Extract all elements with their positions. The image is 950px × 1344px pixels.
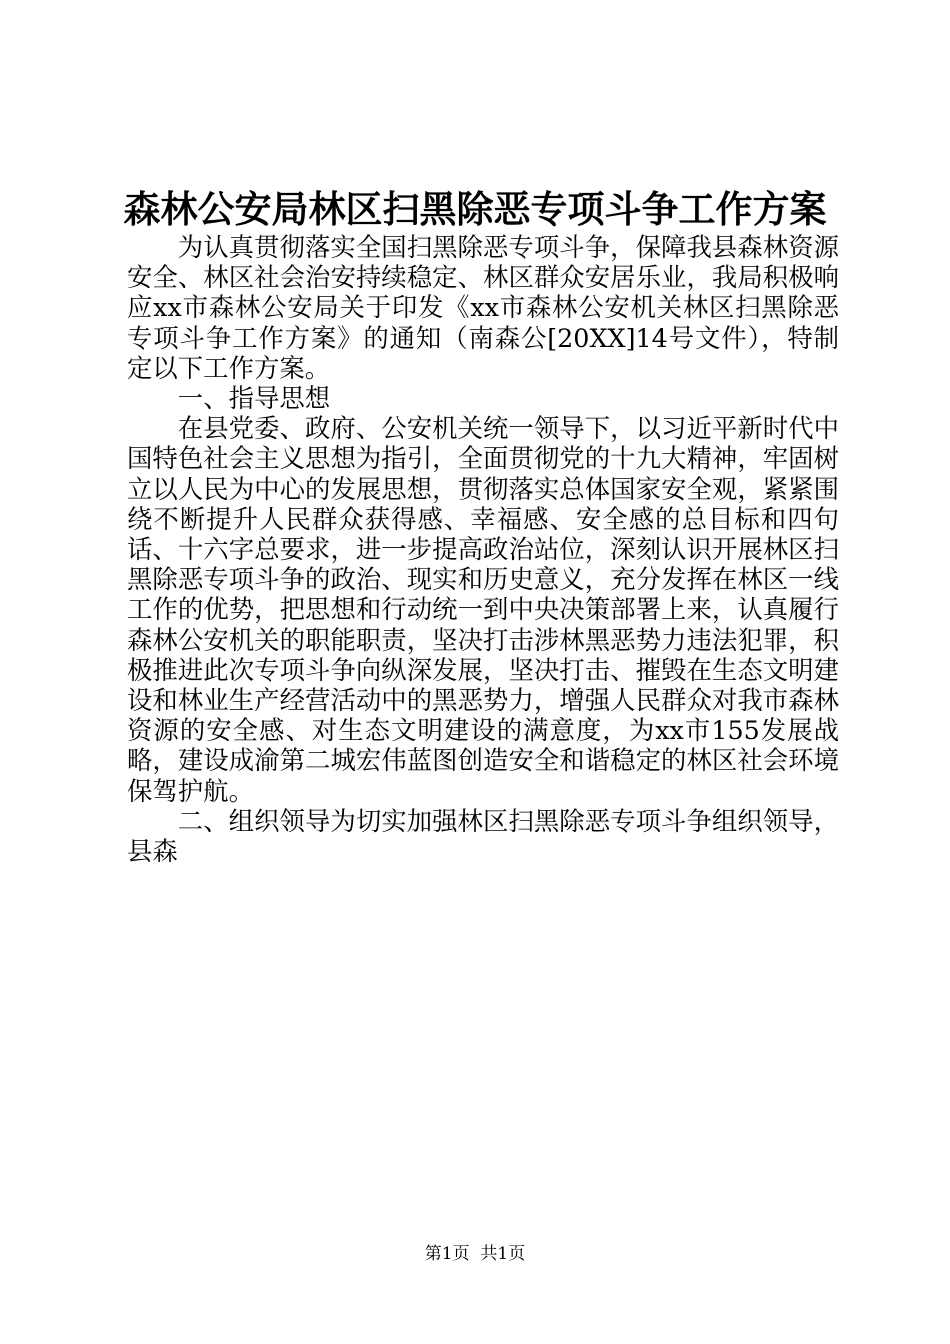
paragraph-guiding-thought: 在县党委、政府、公安机关统一领导下，以习近平新时代中国特色社会主义思想为指引，全面贯彻党的十九大精神，牢固树立以人民为中心的发展思想，贯彻落实总体国家安全观，紧紧围绕不断提升人民群众获得感、幸福感、安全感的总目标和四句话、十六字总要求，进一步提高政治站位，深刻认识开展林区扫黑除恶专项斗争的政治、现实和历史意义，充分发挥在林区一线工作的优势，把思想和行动统一到中央决策部署上来，认真履行森林公安机关的职能职责，坚决打击涉林黑恶势力违法犯罪，积极推进此次专项斗争向纵深发展，坚决打击、摧毁在生态文明建设和林业生产经营活动中的黑恶势力，增强人民群众对我市森林资源的安全感、对生态文明建设的满意度，为xx市155发展战略，建设成渝第二城宏伟蓝图创造安全和谐稳定的林区社会环境保驾护航。 <box>127 413 839 806</box>
document-title: 森林公安局林区扫黑除恶专项斗争工作方案 <box>123 187 827 231</box>
page-number-label: 第1页 共1页 <box>424 1244 526 1264</box>
document-body <box>127 232 839 866</box>
paragraph-organization-leadership: 二、组织领导为切实加强林区扫黑除恶专项斗争组织领导，县森 <box>127 805 839 867</box>
paragraph-intro: 为认真贯彻落实全国扫黑除恶专项斗争，保障我县森林资源安全、林区社会治安持续稳定、林区群众安居乐业，我局积极响应xx市森林公安局关于印发《xx市森林公安机关林区扫黑除恶专项斗争工作方案》的通知（南森公[20XX]14号文件），特制定以下工作方案。 <box>127 232 839 383</box>
section-heading-guiding-thought: 一、指导思想 <box>177 383 331 414</box>
page-footer <box>0 1243 950 1265</box>
